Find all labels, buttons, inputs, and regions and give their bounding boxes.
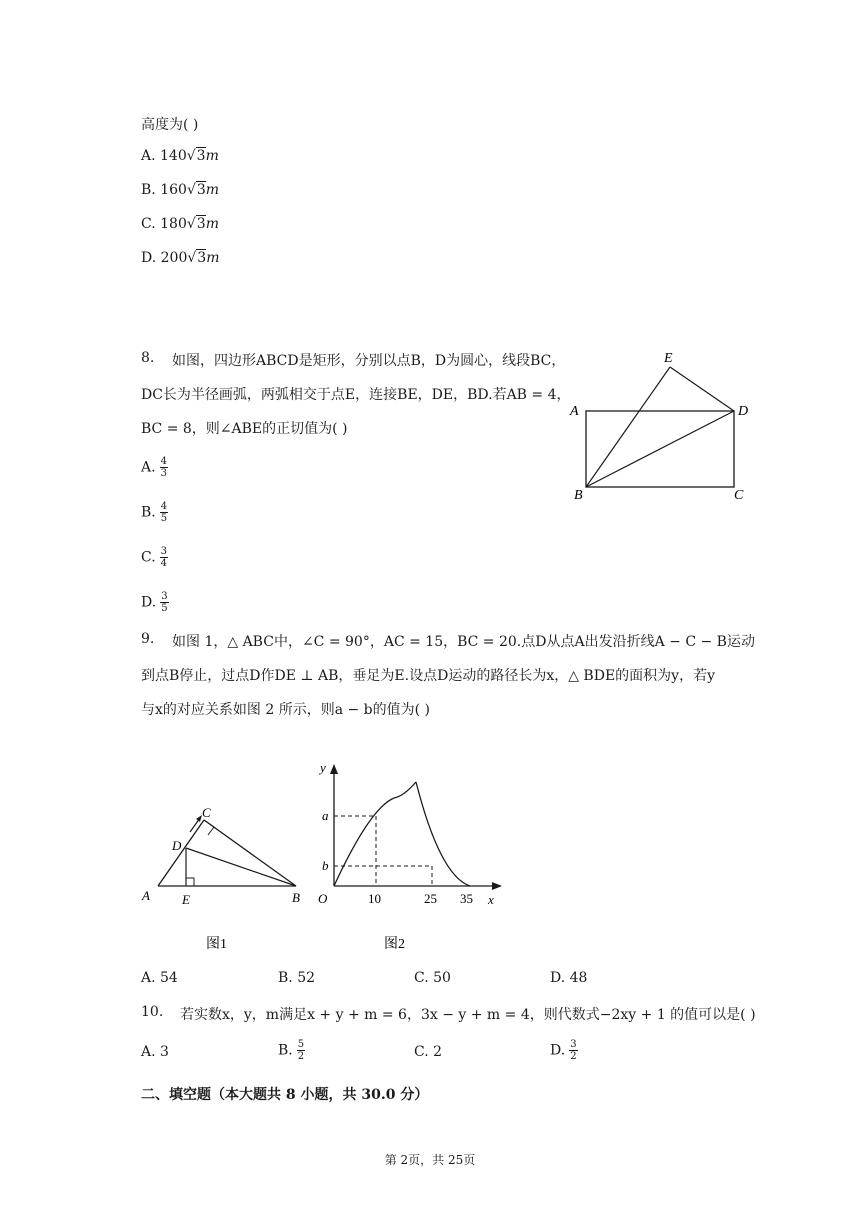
y-axis-arrow: [330, 764, 338, 774]
q9-number: 9.: [141, 631, 155, 647]
tick-35: 35: [460, 891, 473, 906]
q10-option-b: B. $\frac{5}{2}$: [278, 1039, 305, 1062]
label-b: B: [292, 890, 300, 905]
label-x: x: [488, 892, 494, 907]
label-b: B: [574, 488, 583, 503]
label-e: E: [664, 351, 673, 366]
segment-ac: [158, 820, 204, 886]
q8-line3: BC = 8，则∠ABE的正切值为( ): [141, 421, 348, 437]
q8-option-d: D. $\frac{3}{5}$: [141, 591, 168, 614]
q7-option-a: A. 140√3m: [141, 148, 219, 164]
segment-bd: [586, 411, 734, 487]
q8-line2: DC长为半径画弧，两弧相交于点E，连接BE，DE，BD.若AB = 4，: [141, 387, 571, 403]
q10-option-c: C. 2: [414, 1044, 443, 1060]
label-d: D: [738, 404, 749, 419]
label-e: E: [182, 892, 190, 907]
q9-figure2: [310, 756, 510, 956]
q9-option-b: B. 52: [278, 970, 316, 986]
tick-25: 25: [424, 891, 437, 906]
q10-option-a: A. 3: [141, 1044, 169, 1060]
q7-option-d: D. 200√3m: [141, 250, 220, 266]
label-b: b: [322, 858, 329, 873]
figure2-caption: 图2: [384, 937, 405, 952]
q10-text: 若实数x，y，m满足x + y + m = 6，3x − y + m = 4，则代数式−2xy + 1 的值可以是( ): [180, 1007, 756, 1023]
figure1-caption: 图1: [206, 937, 227, 952]
q9-line1: 如图 1，△ ABC中，∠C = 90°，AC = 15，BC = 20.点D从点A出发沿折线A − C − B运动: [172, 634, 755, 650]
q9-option-c: C. 50: [414, 970, 451, 986]
q8-number: 8.: [141, 350, 155, 366]
label-c: C: [202, 805, 211, 820]
label-o: O: [318, 891, 328, 906]
label-a: A: [142, 888, 150, 903]
q9-line2: 到点B停止，过点D作DE ⊥ AB，垂足为E.设点D运动的路径长为x，△ BDE的面积为y，若y: [141, 668, 715, 684]
q8-line1: 如图，四边形ABCD是矩形，分别以点B，D为圆心，线段BC，: [172, 353, 566, 369]
curve-segment-2: [394, 782, 416, 798]
page-footer: 第 2页，共 25页: [384, 1153, 476, 1167]
segment-de: [670, 367, 734, 411]
right-angle-e: [186, 878, 194, 886]
label-a: a: [322, 808, 329, 823]
segment-db: [186, 848, 296, 886]
label-d: D: [172, 838, 182, 853]
q7-option-b: B. 160√3m: [141, 182, 220, 198]
q8-figure: [560, 342, 760, 507]
q8-option-c: C. $\frac{3}{4}$: [141, 546, 168, 569]
label-y: y: [320, 760, 326, 775]
curve-segment-3: [416, 782, 470, 886]
right-angle-c: [204, 820, 214, 835]
segment-cb: [204, 820, 296, 886]
segment-be: [586, 367, 670, 487]
q7-stem-tail: 高度为( ): [141, 117, 199, 133]
x-axis-arrow: [492, 882, 502, 890]
q7-option-c: C. 180√3m: [141, 216, 219, 232]
q10-number: 10.: [141, 1004, 164, 1020]
label-a: A: [570, 404, 579, 419]
label-c: C: [734, 488, 744, 503]
q8-option-b: B. $\frac{4}{5}$: [141, 501, 168, 524]
q10-option-d: D. $\frac{3}{2}$: [550, 1039, 577, 1062]
section-title: 二、填空题（本大题共 8 小题，共 30.0 分）: [141, 1087, 429, 1103]
q9-option-d: D. 48: [550, 970, 588, 986]
curve-segment-1: [334, 798, 394, 886]
tick-10: 10: [368, 891, 381, 906]
q8-option-a: A. $\frac{4}{3}$: [141, 456, 167, 479]
q9-figure1: [138, 798, 310, 956]
q9-option-a: A. 54: [141, 970, 178, 986]
q9-line3: 与x的对应关系如图 2 所示，则a − b的值为( ): [141, 702, 431, 718]
